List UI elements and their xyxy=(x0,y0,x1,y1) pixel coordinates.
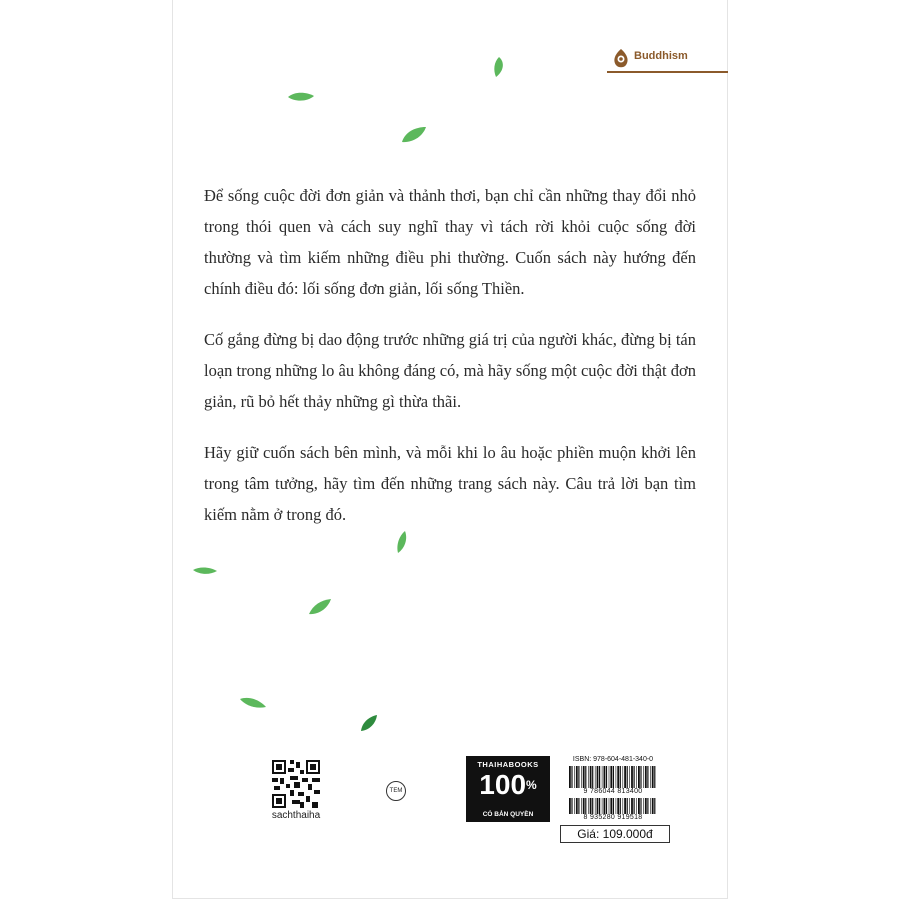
blurb-paragraph: Để sống cuộc đời đơn giản và thảnh thơi, bạn chỉ cần những thay đổi nhỏ trong thói quen và cách suy nghĩ thay vì tách rời khỏi cuộc sống đời thường và tìm kiếm những điều phi thường. Cuốn sách này hướng đến chính điều đó: lối sống đơn giản, lối sống Thiền. xyxy=(204,186,696,298)
qr-caption: sachthaiha xyxy=(271,810,321,821)
leaf-icon xyxy=(308,598,332,616)
price-label: Giá: 109.000đ xyxy=(560,825,670,843)
brand-label: Buddhism xyxy=(634,50,688,62)
product-barcode-digits: 8 935280 919518 xyxy=(583,814,643,821)
leaf-icon xyxy=(287,91,315,103)
isbn-block xyxy=(564,756,662,824)
product-barcode xyxy=(568,798,658,814)
leaf-icon xyxy=(239,696,267,710)
tem-seal: TEM xyxy=(386,781,406,801)
stamp-percent: 100% xyxy=(479,769,537,800)
isbn-label: ISBN: 978-604-481-340-0 xyxy=(572,756,654,763)
brand-tag xyxy=(607,46,728,70)
isbn-barcode-digits: 9 786044 813400 xyxy=(583,788,643,795)
leaf-icon xyxy=(192,566,218,576)
blurb-paragraph: Cố gắng đừng bị dao động trước những giá trị của người khác, đừng bị tán loạn trong những lo âu không đáng có, mà hãy sống một cuộc đời thật đơn giản, rũ bỏ hết thảy những gì thừa thãi. xyxy=(204,330,696,411)
bodhi-leaf-logo-icon xyxy=(610,48,632,70)
back-cover-blurb xyxy=(204,180,696,550)
leaf-icon xyxy=(492,56,506,78)
stamp-brand: THAIHABOOKS xyxy=(477,760,539,769)
brand-rule xyxy=(607,71,728,73)
copyright-stamp xyxy=(466,756,550,822)
blurb-paragraph: Hãy giữ cuốn sách bên mình, và mỗi khi lo âu hoặc phiền muộn khởi lên trong tâm tưởng, hãy tìm đến những trang sách này. Câu trả lời bạn tìm kiếm nằm ở trong đó. xyxy=(204,443,696,524)
leaf-icon xyxy=(401,126,427,144)
stamp-caption: CÓ BẢN QUYỀN xyxy=(482,811,534,818)
isbn-barcode xyxy=(568,766,658,788)
qr-code-icon xyxy=(272,760,320,808)
leaf-icon xyxy=(360,714,378,732)
